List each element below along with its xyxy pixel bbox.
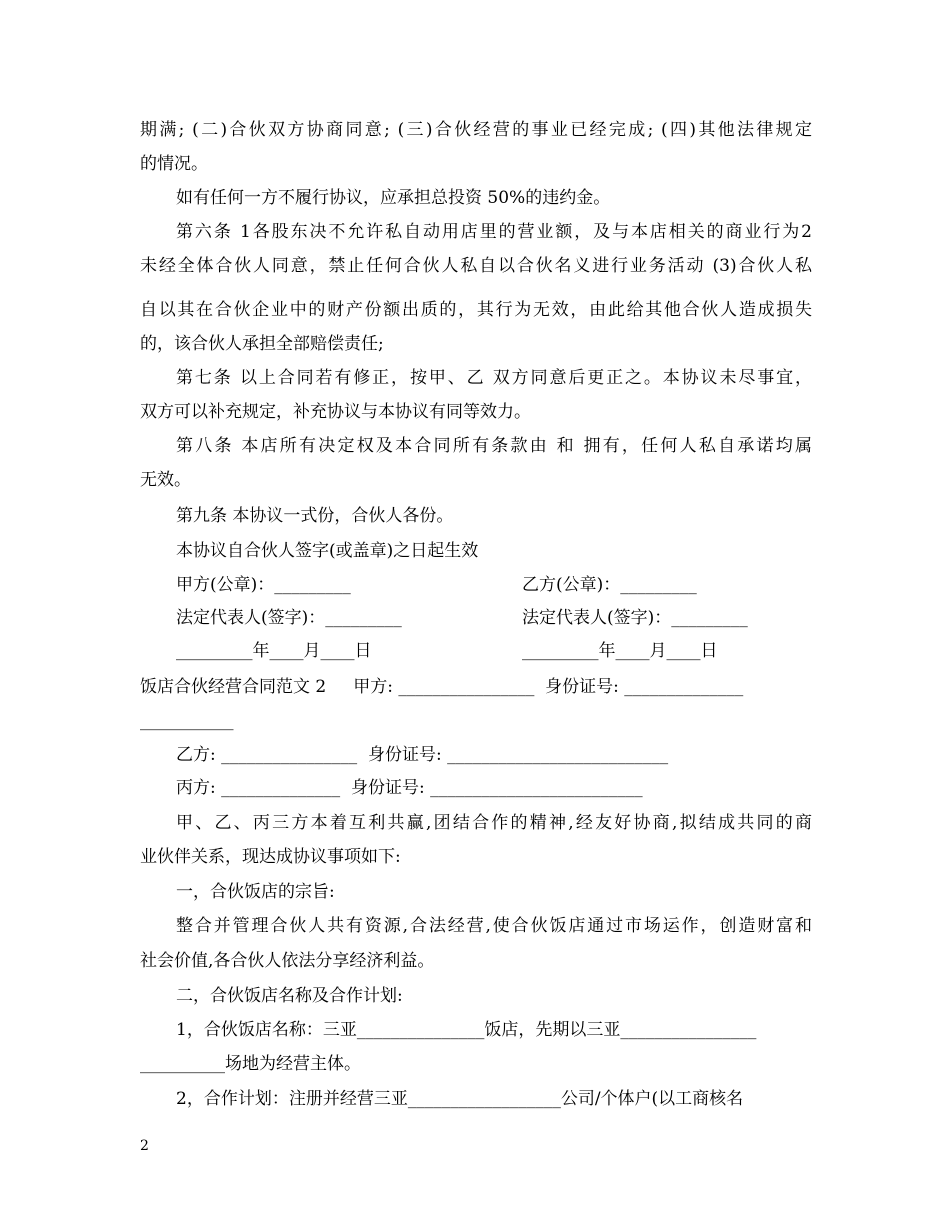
text-line: 第九条 本协议一式份，合伙人各份。 (176, 506, 454, 526)
party-b-representative-field: 法定代表人(签字)：_________ (522, 608, 748, 628)
text-line: 无效。 (140, 470, 191, 490)
text-line: 1，合伙饭店名称：三亚_______________饭店，先期以三亚________________ (176, 1020, 757, 1040)
text-line: 自以其在合伙企业中的财产份额出质的，其行为无效，由此给其他合伙人造成损失 (140, 300, 812, 320)
text-line: 本协议自合伙人签字(或盖章)之日起生效 (176, 541, 479, 561)
text-line: __________场地为经营主体。 (140, 1054, 361, 1074)
text-line: 2，合作计划：注册并经营三亚__________________公司/个体户(以工商核名 (176, 1089, 744, 1109)
text-line: 未经全体合伙人同意，禁止任何合伙人私自以合伙名义进行业务活动 (3)合伙人私 (140, 256, 812, 276)
party-b-seal-field: 乙方(公章)：_________ (522, 575, 697, 595)
text-line: 双方可以补充规定，补充协议与本协议有同等效力。 (140, 402, 531, 422)
party-b-date-field: _________年____月____日 (522, 641, 718, 661)
text-line: 第七条 以上合同若有修正，按甲、乙 双方同意后更正之。本协议未尽事宜， (176, 368, 812, 388)
text-line: 整合并管理合伙人共有资源,合法经营,使合伙饭店通过市场运作，创造财富和 (176, 916, 812, 936)
text-line: 业伙伴关系，现达成协议事项如下: (140, 847, 401, 867)
party-b-id-line: 乙方: ________________ 身份证号: __________________________ (176, 745, 669, 765)
text-line: 社会价值,各合伙人依法分享经济利益。 (140, 951, 435, 971)
party-a-date-field: _________年____月____日 (176, 641, 372, 661)
section-title: 二，合伙饭店名称及合作计划: (176, 986, 403, 1006)
text-line: 第六条 1各股东决不允许私自动用店里的营业额，及与本店相关的商业行为2 (176, 222, 812, 242)
party-a-seal-field: 甲方(公章)：_________ (176, 575, 351, 595)
text-line: 如有任何一方不履行协议，应承担总投资 50%的违约金。 (176, 188, 611, 208)
second-contract-heading: 饭店合伙经营合同范文 2 甲方: ________________ 身份证号: ______________ (140, 677, 744, 697)
text-line: 甲、乙、丙三方本着互利共赢,团结合作的精神,经友好协商,拟结成共同的商 (176, 813, 812, 833)
text-line: 第八条 本店所有决定权及本合同所有条款由 和 拥有，任何人私自承诺均属 (176, 436, 812, 456)
text-line: 的，该合伙人承担全部赔偿责任; (140, 334, 384, 354)
text-line: 的情况。 (140, 154, 208, 174)
section-title: 一，合伙饭店的宗旨: (176, 882, 335, 902)
party-a-representative-field: 法定代表人(签字)：_________ (176, 608, 402, 628)
party-c-id-line: 丙方: ______________ 身份证号: _________________________ (176, 778, 643, 798)
text-line: ___________ (140, 711, 234, 731)
page-number: 2 (140, 1138, 149, 1154)
text-line: 期满; (二)合伙双方协商同意; (三)合伙经营的事业已经完成; (四)其他法律规定 (140, 120, 812, 140)
